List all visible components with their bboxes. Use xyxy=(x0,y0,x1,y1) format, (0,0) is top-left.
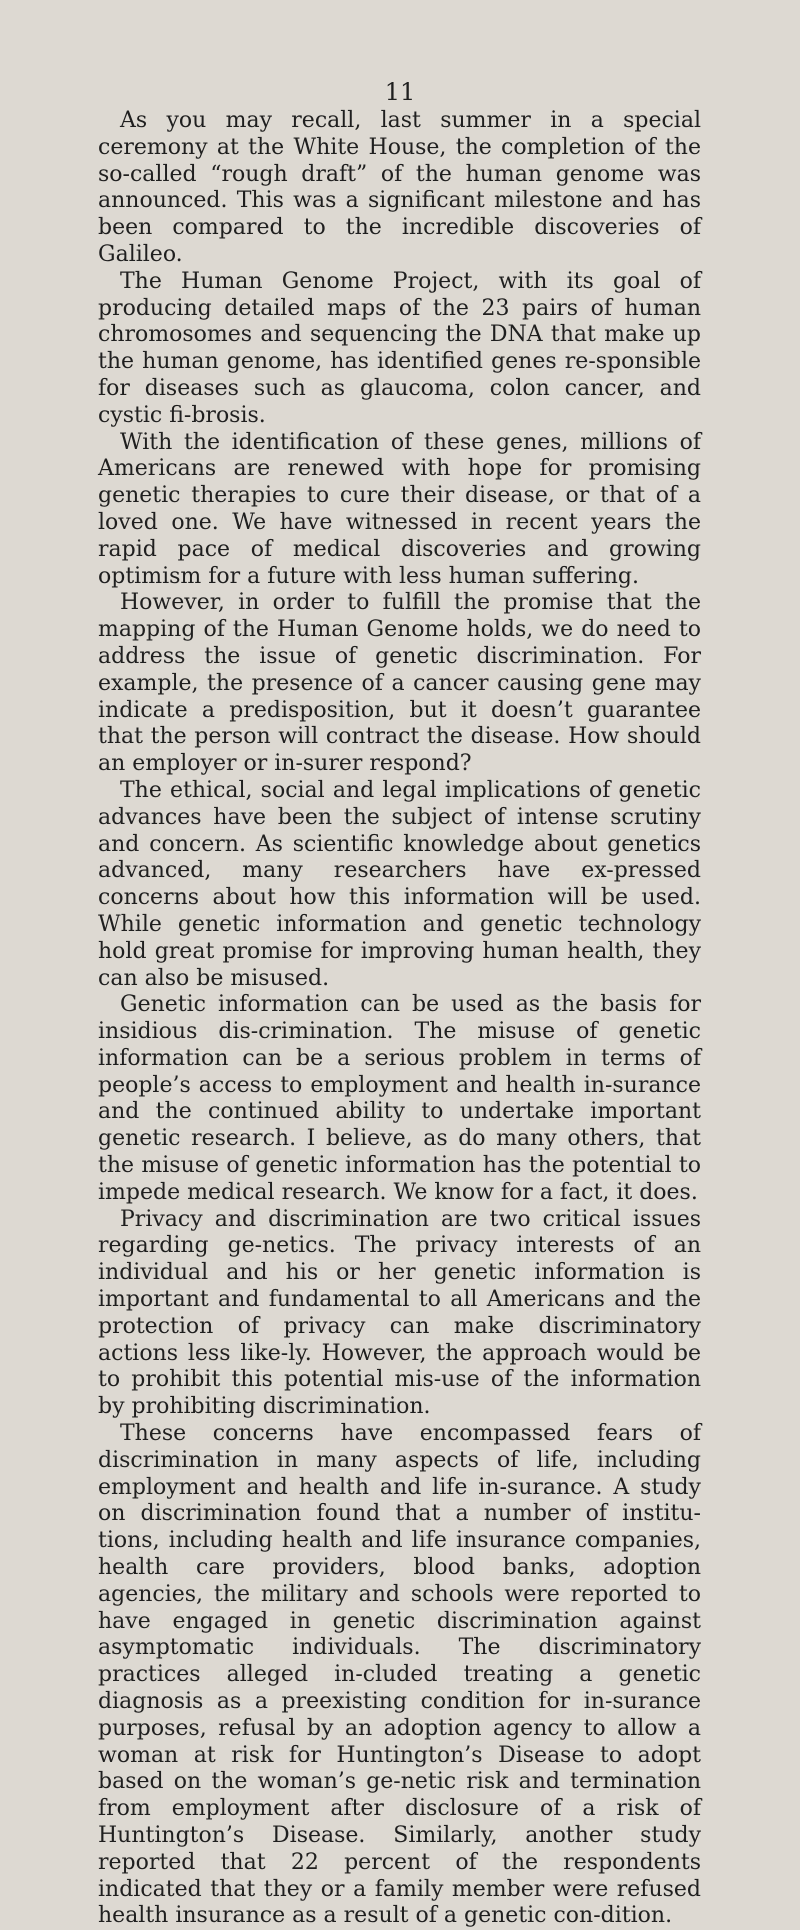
paragraph-1: As you may recall, last summer in a special ceremony at the White House, the completion of the so-called “rough draft” of the human genome was announced. This was a significant milestone and has been compared to the incredible discoveries of Galileo. xyxy=(98,108,701,267)
page-number: 11 xyxy=(384,78,416,106)
body-text xyxy=(98,108,701,1930)
paragraph-8: These concerns have encompassed fears of discrimination in many aspects of life, including employment and health and life in-surance. A study on discrimination found that a number of institu-tions, including health and life insurance companies, health care providers, blood banks, adoption agencies, the military and schools were reported to have engaged in genetic discrimination against asymptomatic individuals. The discriminatory practices alleged in-cluded treating a genetic diagnosis as a preexisting condition for in-surance purposes, refusal by an adoption agency to allow a woman at risk for Huntington’s Disease to adopt based on the woman’s ge-netic risk and termination from employment after disclosure of a risk of Huntington’s Disease. Similarly, another study reported that 22 percent of the respondents indicated that they or a family member were refused health insurance as a result of a genetic con-dition. xyxy=(98,1421,701,1929)
paragraph-7: Privacy and discrimination are two critical issues regarding ge-netics. The privacy interests of an individual and his or her genetic information is important and fundamental to all Americans and the protection of privacy can make discriminatory actions less like-ly. However, the approach would be to prohibit this potential mis-use of the information by prohibiting discrimination. xyxy=(98,1206,701,1420)
paragraph-3: With the identification of these genes, millions of Americans are renewed with hope for promising genetic therapies to cure their disease, or that of a loved one. We have witnessed in recent years the rapid pace of medical discoveries and growing optimism for a future with less human suffering. xyxy=(98,429,701,589)
paragraph-5: The ethical, social and legal implications of genetic advances have been the subject of intense scrutiny and concern. As scientific knowledge about genetics advanced, many researchers have ex-pressed concerns about how this information will be used. While genetic information and genetic technology hold great promise for improving human health, they can also be misused. xyxy=(98,777,701,991)
paragraph-4: However, in order to fulfill the promise that the mapping of the Human Genome holds, we do need to address the issue of genetic discrimination. For example, the presence of a cancer causing gene may indicate a predisposition, but it doesn’t guarantee that the person will contract the disease. How should an employer or in-surer respond? xyxy=(98,590,701,777)
paragraph-2: The Human Genome Project, with its goal of producing detailed maps of the 23 pairs of human chromosomes and sequencing the DNA that make up the human genome, has identified genes re-sponsible for diseases such as glaucoma, colon cancer, and cystic fi-brosis. xyxy=(98,268,701,428)
paragraph-6: Genetic information can be used as the basis for insidious dis-crimination. The misuse of genetic information can be a serious problem in terms of people’s access to employment and health in-surance and the continued ability to undertake important genetic research. I believe, as do many others, that the misuse of genetic information has the potential to impede medical research. We know for a fact, it does. xyxy=(98,992,701,1205)
